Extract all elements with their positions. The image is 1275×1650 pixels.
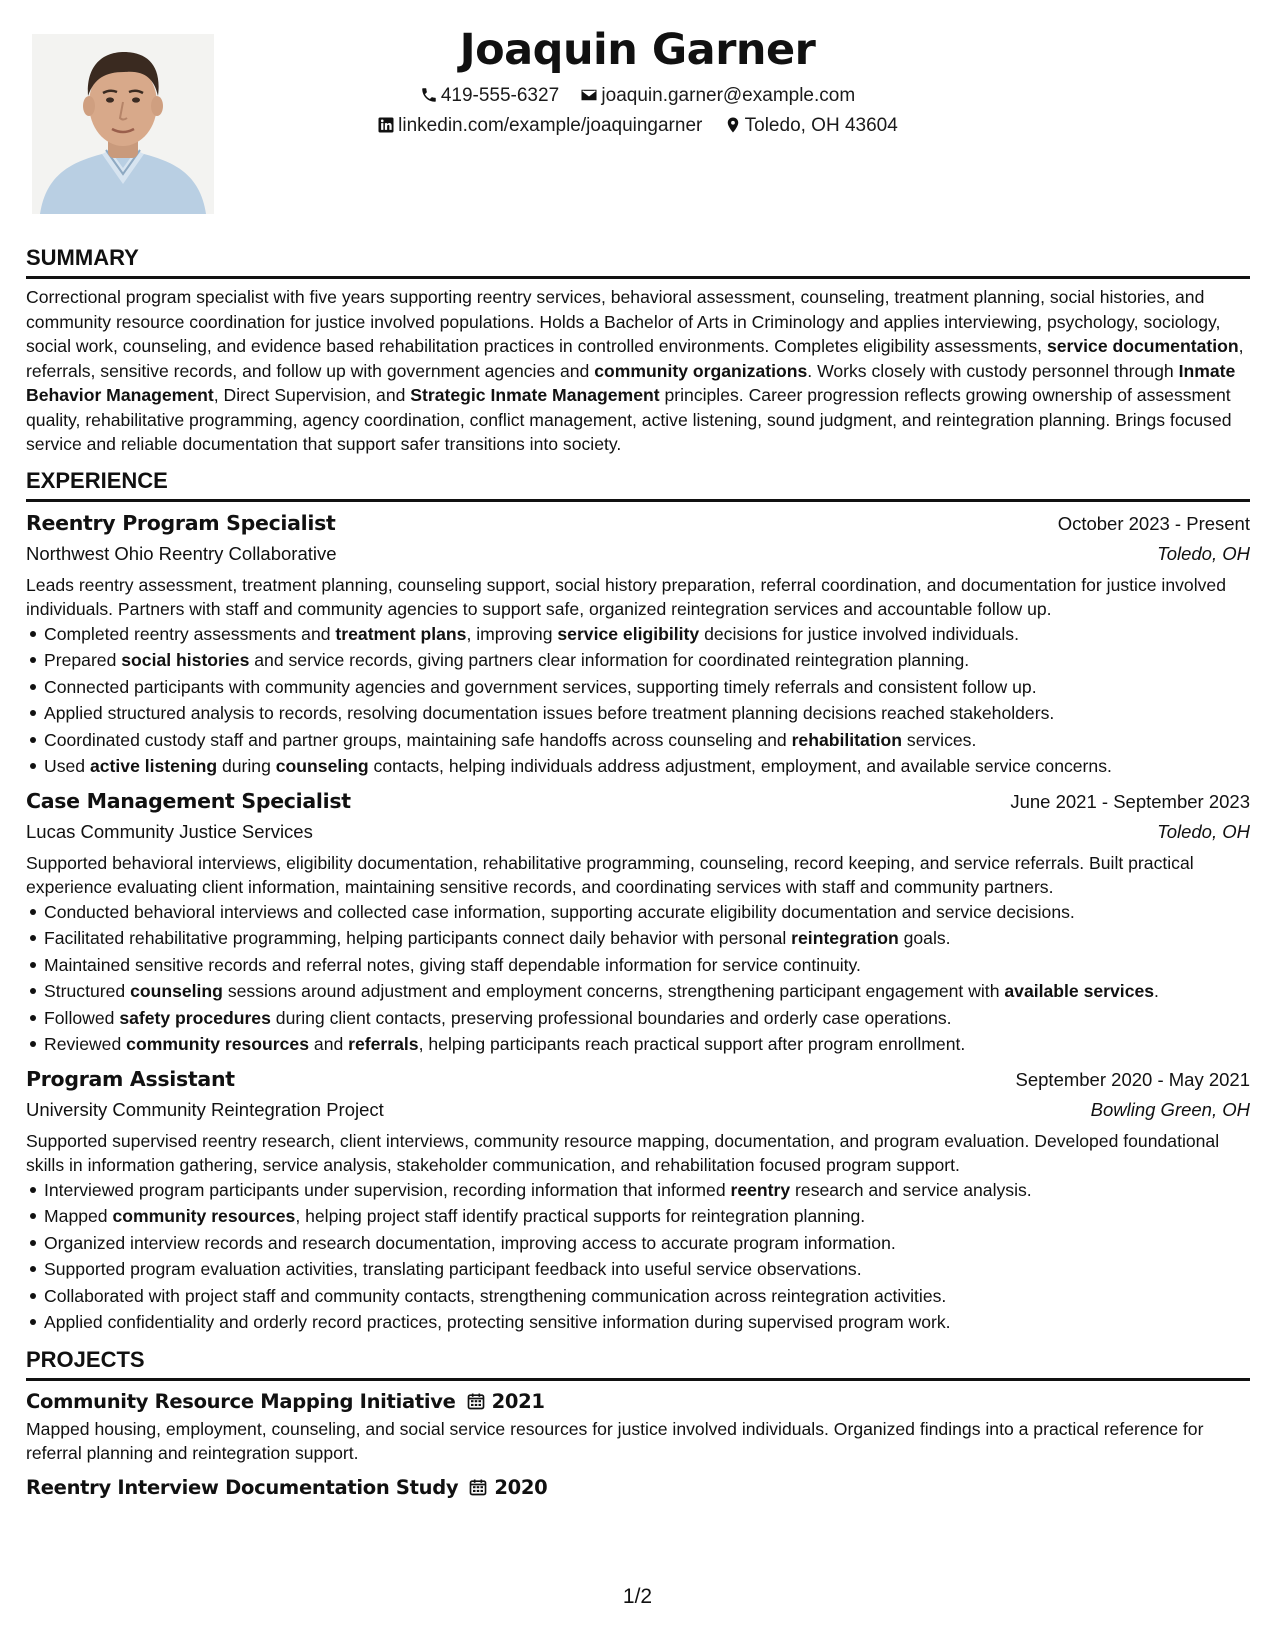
text-run: Facilitated rehabilitative programming, helping participants connect daily behavior with personal [44,928,792,948]
envelope-icon [580,86,598,104]
resume-header [250,22,1025,138]
bullet-item [44,700,1250,727]
text-run: Coordinated custody staff and partner groups, maintaining safe handoffs across counseling and [44,729,792,750]
text-run: Interviewed program participants under supervision, recording information that informed [44,1179,731,1200]
bullet-item [44,899,1250,926]
text-run: Correctional program specialist with five years supporting reentry services, behavioral assessment, counseling, treatment planning, social histories, and community resource coordination for justice involved populations. Holds a Bachelor of Arts in Criminology and applies interviewing, psychology, sociology, social work, counseling, and evidence based rehabilitation practices in controlled environments. Completes eligibility assessments, [26,287,1221,356]
text-run: . [1154,981,1159,1001]
bold-keyword: active listening [89,756,218,776]
text-run: Used [44,756,90,776]
job-header-row [26,508,1250,539]
text-run: Reviewed [44,1034,127,1054]
job-title: Case Management Specialist [26,788,351,813]
job-dates: September 2020 - May 2021 [1015,1068,1250,1090]
bold-keyword: counseling [275,756,369,776]
job-bullets [26,899,1250,1058]
job-company-row [26,1095,1250,1125]
text-run: Structured [44,981,131,1001]
job-location: Toledo, OH [1157,542,1250,564]
bullet-item [44,952,1250,979]
bullet-item [44,727,1250,754]
job-list [26,508,1250,1336]
job-company: Lucas Community Justice Services [26,820,313,842]
job-entry [26,508,1250,780]
text-run: , helping project staff identify practical supports for reintegration planning. [295,1206,866,1226]
job-description: Supported supervised reentry research, client interviews, community resource mapping, documentation, and program evaluation. Developed foundational skills in information gathering, service analysis, stakeholder communication, and rehabilitation focused program support. [26,1130,1220,1175]
section-title: PROJECTS [26,1346,1250,1381]
text-run: decisions for justice involved individuals. [699,623,1019,644]
section-title: SUMMARY [26,244,1250,279]
bold-keyword: counseling [130,981,223,1001]
bullet-item [44,753,1250,780]
bold-keyword: community resources [126,1034,310,1054]
bold-keyword: reentry [730,1179,791,1200]
text-run: Maintained sensitive records and referral notes, giving staff dependable information for service continuity. [44,954,861,975]
phone-number: 419-555-6327 [440,85,560,106]
text-run: during [217,756,276,776]
bold-keyword: Inmate Behavior Management [26,360,1236,405]
text-run: Connected participants with community agencies and government services, supporting timely referrals and consistent follow up. [44,676,1037,697]
job-entry [26,1064,1250,1336]
bold-keyword: service eligibility [557,623,700,644]
job-bullets [26,621,1250,780]
bold-keyword: referrals [348,1034,419,1054]
job-company: Northwest Ohio Reentry Collaborative [26,542,337,564]
map-pin-icon [724,116,742,134]
bullet-item [44,925,1250,952]
text-run: contacts, helping individuals address adjustment, employment, and available service concerns. [368,756,1112,776]
linkedin-icon [377,116,395,134]
job-title: Reentry Program Specialist [26,510,336,535]
experience-section [26,467,1250,1336]
text-run: goals. [898,928,951,948]
job-company-row [26,817,1250,847]
resume-body [26,244,1250,1513]
summary-text [26,285,1250,457]
text-run: , helping participants reach practical support after program enrollment. [418,1034,966,1054]
project-description: Mapped housing, employment, counseling, and social service resources for justice involved individuals. Organized findings into a practical reference for referral planning and reintegration support. [26,1418,1204,1463]
text-run: , improving [466,623,558,644]
location-text: Toledo, OH 43604 [744,115,898,136]
text-run: Followed [44,1007,120,1028]
bold-keyword: community resources [112,1206,296,1226]
bold-keyword: available services [1004,981,1155,1001]
bullet-item [44,1005,1250,1032]
text-run: , Direct Supervision, and [213,385,411,405]
page-number: 1/2 [622,1585,653,1608]
text-run: services. [902,729,977,750]
job-header-row [26,786,1250,817]
bullet-item [44,647,1250,674]
text-run: Conducted behavioral interviews and collected case information, supporting accurate eligibility documentation and service decisions. [44,901,1075,922]
text-run: Prepared [44,650,122,670]
project-title: Community Resource Mapping Initiative [26,1389,456,1413]
project-title-row [26,1473,1250,1503]
projects-section [26,1346,1250,1503]
summary-section [26,244,1250,457]
bullet-item [44,1203,1250,1230]
candidate-name: Joaquin Garner [459,25,816,75]
bullet-item [44,1230,1250,1257]
calendar-icon [468,1477,488,1497]
bold-keyword: safety procedures [119,1007,271,1028]
text-run: Applied confidentiality and orderly record practices, protecting sensitive information during supervised program work. [44,1312,951,1332]
bullet-item [44,674,1250,701]
text-run: during client contacts, preserving professional boundaries and orderly case operations. [270,1007,952,1028]
bullet-item [44,978,1250,1005]
text-run: research and service analysis. [790,1179,1032,1200]
job-company-row [26,539,1250,569]
job-bullets [26,1177,1250,1336]
job-location: Toledo, OH [1157,820,1250,842]
bullet-item [44,621,1250,648]
text-run: and [309,1034,349,1054]
text-run: and service records, giving partners clear information for coordinated reintegration planning. [249,650,970,670]
text-run: Collaborated with project staff and community contacts, strengthening communication across reintegration activities. [44,1285,947,1306]
bold-keyword: reintegration [791,928,899,948]
bullet-item [44,1031,1250,1058]
project-title: Reentry Interview Documentation Study [26,1475,459,1499]
phone-contact[interactable] [420,84,559,108]
job-header-row [26,1064,1250,1095]
text-run: . Works closely with custody personnel through [807,360,1179,381]
bold-keyword: treatment plans [335,623,467,644]
bullet-item [44,1309,1250,1336]
phone-icon [420,86,438,104]
bold-keyword: service documentation [1046,336,1239,356]
job-dates: June 2021 - September 2023 [1010,790,1250,812]
email-contact[interactable] [580,84,855,108]
job-company: University Community Reintegration Project [26,1098,384,1120]
text-run: principles. Career progression reflects growing ownership of assessment quality, rehabilitative programming, agency coordination, conflict management, active listening, sound judgment, and reintegration planning. Brings focused service and reliable documentation that support safer transitions into society. [26,385,1232,454]
project-year: 2021 [491,1389,545,1413]
bold-keyword: community organizations [594,360,808,381]
profile-photo [32,34,214,214]
project-title-row [26,1387,1250,1417]
job-title: Program Assistant [26,1066,235,1091]
text-run: Applied structured analysis to records, resolving documentation issues before treatment planning decisions reached stakeholders. [44,703,1055,723]
location-contact [724,114,898,138]
text-run: Mapped [44,1206,113,1226]
bullet-item [44,1283,1250,1310]
text-run: Organized interview records and research documentation, improving access to accurate program information. [44,1232,896,1253]
section-title: EXPERIENCE [26,467,1250,502]
email-address: joaquin.garner@example.com [601,85,856,106]
contact-line-1 [250,84,1025,108]
calendar-icon [466,1391,486,1411]
job-entry [26,786,1250,1058]
project-entry [26,1387,1250,1465]
text-run: , referrals, sensitive records, and follow up with government agencies and [26,336,1244,381]
portrait-illustration [32,34,214,214]
contact-line-2 [250,114,1025,138]
job-description: Leads reentry assessment, treatment planning, counseling support, social history preparation, referral coordination, and documentation for justice involved individuals. Partners with staff and community agencies to support safe, organized reintegration services and accountable follow up. [26,574,1226,619]
bold-keyword: social histories [121,650,250,670]
linkedin-contact[interactable] [377,114,702,138]
text-run: Completed reentry assessments and [44,623,336,644]
bullet-item [44,1256,1250,1283]
project-list [26,1387,1250,1503]
bold-keyword: Strategic Inmate Management [410,385,660,405]
text-run: sessions around adjustment and employment concerns, strengthening participant engagement with [222,981,1005,1001]
job-dates: October 2023 - Present [1057,512,1250,534]
bold-keyword: rehabilitation [791,729,903,750]
text-run: Supported program evaluation activities, translating participant feedback into useful service observations. [44,1259,862,1279]
job-description: Supported behavioral interviews, eligibility documentation, rehabilitative programming, counseling, record keeping, and service referrals. Built practical experience evaluating client information, maintaining sensitive records, and coordinating services with staff and community partners. [26,852,1194,897]
project-year: 2020 [494,1475,548,1499]
linkedin-url: linkedin.com/example/joaquingarner [398,115,703,136]
job-location: Bowling Green, OH [1090,1098,1250,1120]
bullet-item [44,1177,1250,1204]
project-entry [26,1473,1250,1503]
